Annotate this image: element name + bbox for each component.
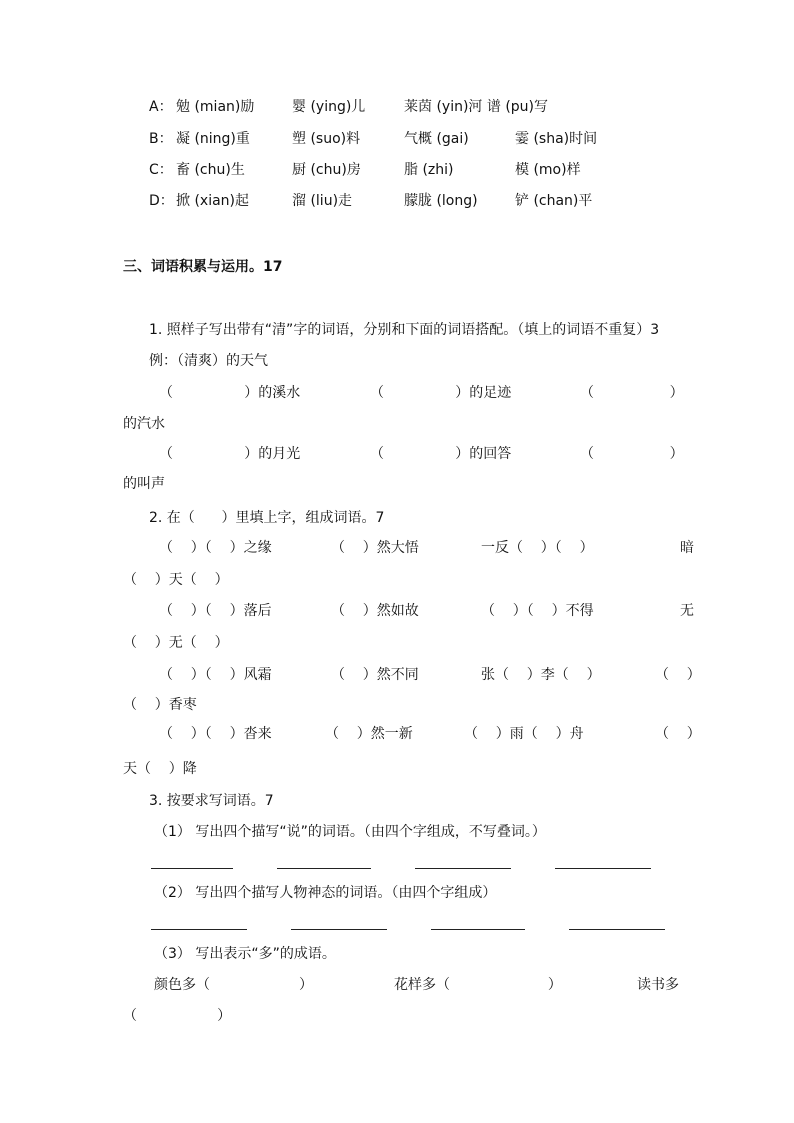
- q2-item[interactable]: 一反（ ）（ ）: [481, 540, 594, 556]
- q2-item[interactable]: （ ）然如故: [331, 603, 419, 619]
- q1-blank-1[interactable]: （ ）的溪水: [159, 385, 301, 401]
- option-b-letter: B：: [149, 131, 173, 147]
- q3-prompt: 3. 按要求写词语。7: [149, 793, 274, 809]
- q1-blank-6[interactable]: （ ）: [580, 446, 684, 462]
- q1-blank-2[interactable]: （ ）的足迹: [370, 385, 512, 401]
- q2-item[interactable]: （ ）（ ）风霜: [159, 667, 272, 683]
- answer-line[interactable]: [151, 868, 233, 869]
- option-c-item-1: 畜 (chu)生: [176, 162, 245, 178]
- q3-sub2: （2） 写出四个描写人物神态的词语。（由四个字组成）: [154, 885, 497, 901]
- q2-item[interactable]: （ ）然不同: [331, 667, 419, 683]
- q1-blank-4[interactable]: （ ）的月光: [159, 446, 301, 462]
- q2-wrap[interactable]: （ ）无（ ）: [123, 635, 229, 651]
- option-b-item-1: 凝 (ning)重: [176, 131, 250, 147]
- answer-line[interactable]: [291, 929, 387, 930]
- q2-item[interactable]: 暗: [680, 540, 694, 556]
- q1-blank-3[interactable]: （ ）: [580, 385, 684, 401]
- option-a-item-3: 莱茵 (yin)河 谱 (pu)写: [404, 99, 549, 115]
- q3-patterns[interactable]: 花样多（ ）: [394, 977, 562, 993]
- option-a-item-2: 婴 (ying)儿: [292, 99, 366, 115]
- q2-item[interactable]: （ ）然大悟: [331, 540, 419, 556]
- option-d-item-1: 掀 (xian)起: [176, 193, 250, 209]
- q1-wrap-1: 的汽水: [123, 416, 165, 432]
- q2-item[interactable]: （ ）然一新: [325, 726, 413, 742]
- option-c-item-4: 模 (mo)样: [515, 162, 581, 178]
- q2-item[interactable]: 张（ ）李（ ）: [481, 667, 601, 683]
- q2-prompt: 2. 在（ ）里填上字，组成词语。7: [149, 510, 385, 526]
- option-c-letter: C：: [149, 162, 173, 178]
- q2-item[interactable]: （ ）: [655, 726, 701, 742]
- option-c-item-2: 厨 (chu)房: [292, 162, 361, 178]
- option-d-item-2: 溜 (liu)走: [292, 193, 353, 209]
- option-d-item-4: 铲 (chan)平: [515, 193, 593, 209]
- answer-line[interactable]: [415, 868, 511, 869]
- q2-item[interactable]: （ ）（ ）不得: [481, 603, 594, 619]
- q3-sub1: （1） 写出四个描写“说”的词语。（由四个字组成，不写叠词。）: [154, 824, 546, 840]
- q1-wrap-2: 的叫声: [123, 476, 165, 492]
- q3-reading-blank[interactable]: （ ）: [123, 1008, 232, 1024]
- option-d-item-3: 朦胧 (long): [404, 193, 478, 209]
- answer-line[interactable]: [151, 929, 247, 930]
- q1-prompt: 1. 照样子写出带有“清”字的词语，分别和下面的词语搭配。（填上的词语不重复）3: [149, 322, 660, 338]
- option-a-letter: A：: [149, 99, 173, 115]
- answer-line[interactable]: [569, 929, 665, 930]
- q2-wrap[interactable]: （ ）香枣: [123, 697, 197, 713]
- option-c-item-3: 脂 (zhi): [404, 162, 454, 178]
- q1-blank-5[interactable]: （ ）的回答: [370, 446, 512, 462]
- q2-item[interactable]: （ ）（ ）之缘: [159, 540, 272, 556]
- option-b-item-4: 霎 (sha)时间: [515, 131, 598, 147]
- q2-item[interactable]: （ ）（ ）沓来: [159, 726, 272, 742]
- answer-line[interactable]: [431, 929, 525, 930]
- q1-example: 例：（清爽）的天气: [149, 353, 268, 369]
- q2-wrap[interactable]: 天（ ）降: [123, 761, 197, 777]
- answer-line[interactable]: [277, 868, 371, 869]
- q3-colors[interactable]: 颜色多（ ）: [154, 977, 314, 993]
- q2-item[interactable]: （ ）（ ）落后: [159, 603, 272, 619]
- q2-item[interactable]: （ ）雨（ ）舟: [464, 726, 584, 742]
- q2-item[interactable]: 无: [680, 603, 694, 619]
- answer-line[interactable]: [555, 868, 651, 869]
- section-title: 三、词语积累与运用。17: [123, 259, 283, 275]
- option-a-item-1: 勉 (mian)励: [176, 99, 255, 115]
- q3-reading: 读书多: [637, 977, 679, 993]
- q2-wrap[interactable]: （ ）天（ ）: [123, 572, 229, 588]
- q3-sub3: （3） 写出表示“多”的成语。: [154, 946, 336, 962]
- option-b-item-3: 气概 (gai): [404, 131, 469, 147]
- option-d-letter: D：: [149, 193, 174, 209]
- q2-item[interactable]: （ ）: [655, 667, 701, 683]
- option-b-item-2: 塑 (suo)料: [292, 131, 361, 147]
